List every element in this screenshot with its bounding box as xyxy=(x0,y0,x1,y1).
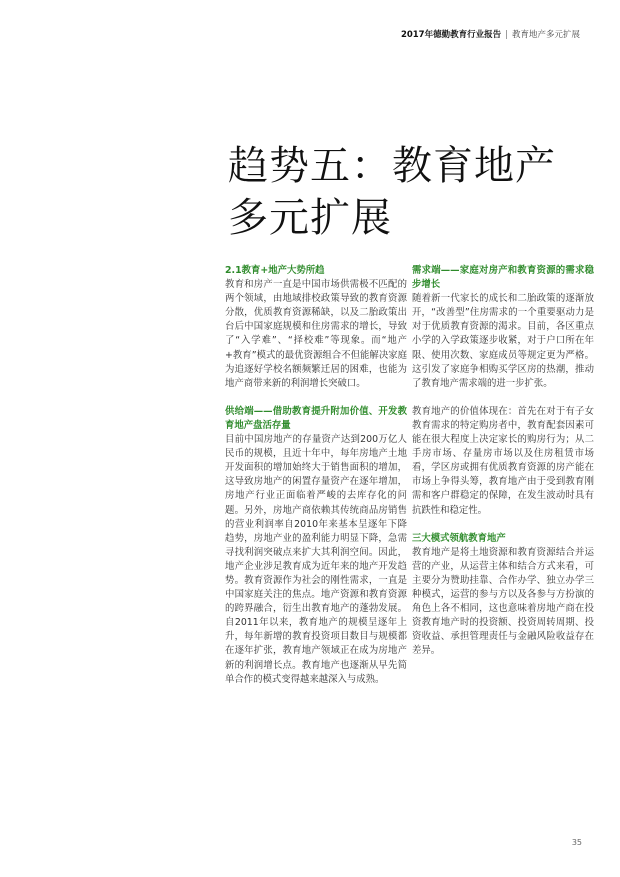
page-number: 35 xyxy=(571,838,582,847)
section-body: 随着新一代家长的成长和二胎政策的逐渐放开，“改善型”住房需求的一个重要驱动力是对于优质教育资源的渴求。目前，各区重点小学的入学政策逐步收紧，对于户口所在年限、使用次数、家庭成员等规定更为严格。这引发了家庭争相购买学区房的热潮，推动了教育地产需求端的进一步扩张。 xyxy=(412,293,594,389)
page-title xyxy=(228,140,556,244)
spacer xyxy=(412,391,594,405)
section-heading: 供给端——借助教育提升附加价值、开发教育地产盘活存量 xyxy=(225,405,407,431)
spacer xyxy=(225,391,407,405)
section-body: 教育和房产一直是中国市场供需极不匹配的两个领域，由地域排校政策导致的教育资源分散，优质教育资源稀缺，以及二胎政策出台后中国家庭规模和住房需求的增长，导致了“入学难”、“择校难”等现象。而“地产+教育”模式的最优资源组合不但能解决家庭为追逐好学校名额频繁迁居的困难，也能为地产商带来新的利润增长突破口。 xyxy=(225,279,407,389)
right-column xyxy=(412,264,594,658)
paragraph: 教育地产的价值体现在：首先在对于有子女教育需求的特定购房者中，教育配套因素可能在很大程度上决定家长的购房行为；从二手房市场、存量房市场以及住房租赁市场看，学区房或拥有优质教育资源的房产能在市场上争得头筹，教育地产由于受到教育刚需和客户群稳定的保障，在发生波动时具有抗跌性和稳定性。 xyxy=(412,405,594,516)
title-line-1: 趋势五：教育地产 xyxy=(228,143,556,189)
section-body: 目前中国房地产的存量资产达到200万亿人民币的规模，且近十年中，每年房地产土地开发面积的增加始终大于销售面积的增加，这导致房地产的闲置存量资产在逐年增加，房地产行业正面临着严峻的去库存化的问题。另外，房地产商依赖其传统商品房销售的营业利润率自2010年来基本呈逐年下降趋势，房地产业的盈利能力明显下降，急需寻找利润突破点来扩大其利润空间。因此，地产企业涉足教育成为近年来的地产开发趋势。教育资源作为社会的刚性需求，一直是中国家庭关注的焦点。地产资源和教育资源的跨界融合，衍生出教育地产的蓬勃发展。自2011年以来，教育地产的规模呈逐年上升，每年新增的教育投资项目数目与规模都在逐年扩张，教育地产领域正在成为房地产新的利润增长点。教育地产也逐渐从早先简单合作的模式变得越来越深入与成熟。 xyxy=(225,434,407,685)
section-body: 教育地产是将土地资源和教育资源结合并运营的产业，从运营主体和结合方式来看，可主要分为赞助挂靠、合作办学、独立办学三种模式，运营的参与方以及各参与方扮演的角色上各不相同，这也意味着房地产商在投资教育地产时的投资额、投资周转周期、投资收益、承担管理责任与金融风险收益存在差异。 xyxy=(412,546,594,657)
report-title: 2017年德勤教育行业报告 xyxy=(400,30,502,40)
left-column xyxy=(225,264,407,687)
running-header xyxy=(401,28,580,40)
section-heading: 需求端——家庭对房产和教育资源的需求稳步增长 xyxy=(412,265,594,291)
title-line-2: 多元扩展 xyxy=(228,195,392,241)
section-heading: 2.1教育+地产大势所趋 xyxy=(225,265,325,276)
section-heading: 三大模式领航教育地产 xyxy=(412,532,506,544)
header-separator: | xyxy=(505,30,508,40)
spacer xyxy=(412,518,594,532)
section-name: 教育地产多元扩展 xyxy=(511,30,580,40)
